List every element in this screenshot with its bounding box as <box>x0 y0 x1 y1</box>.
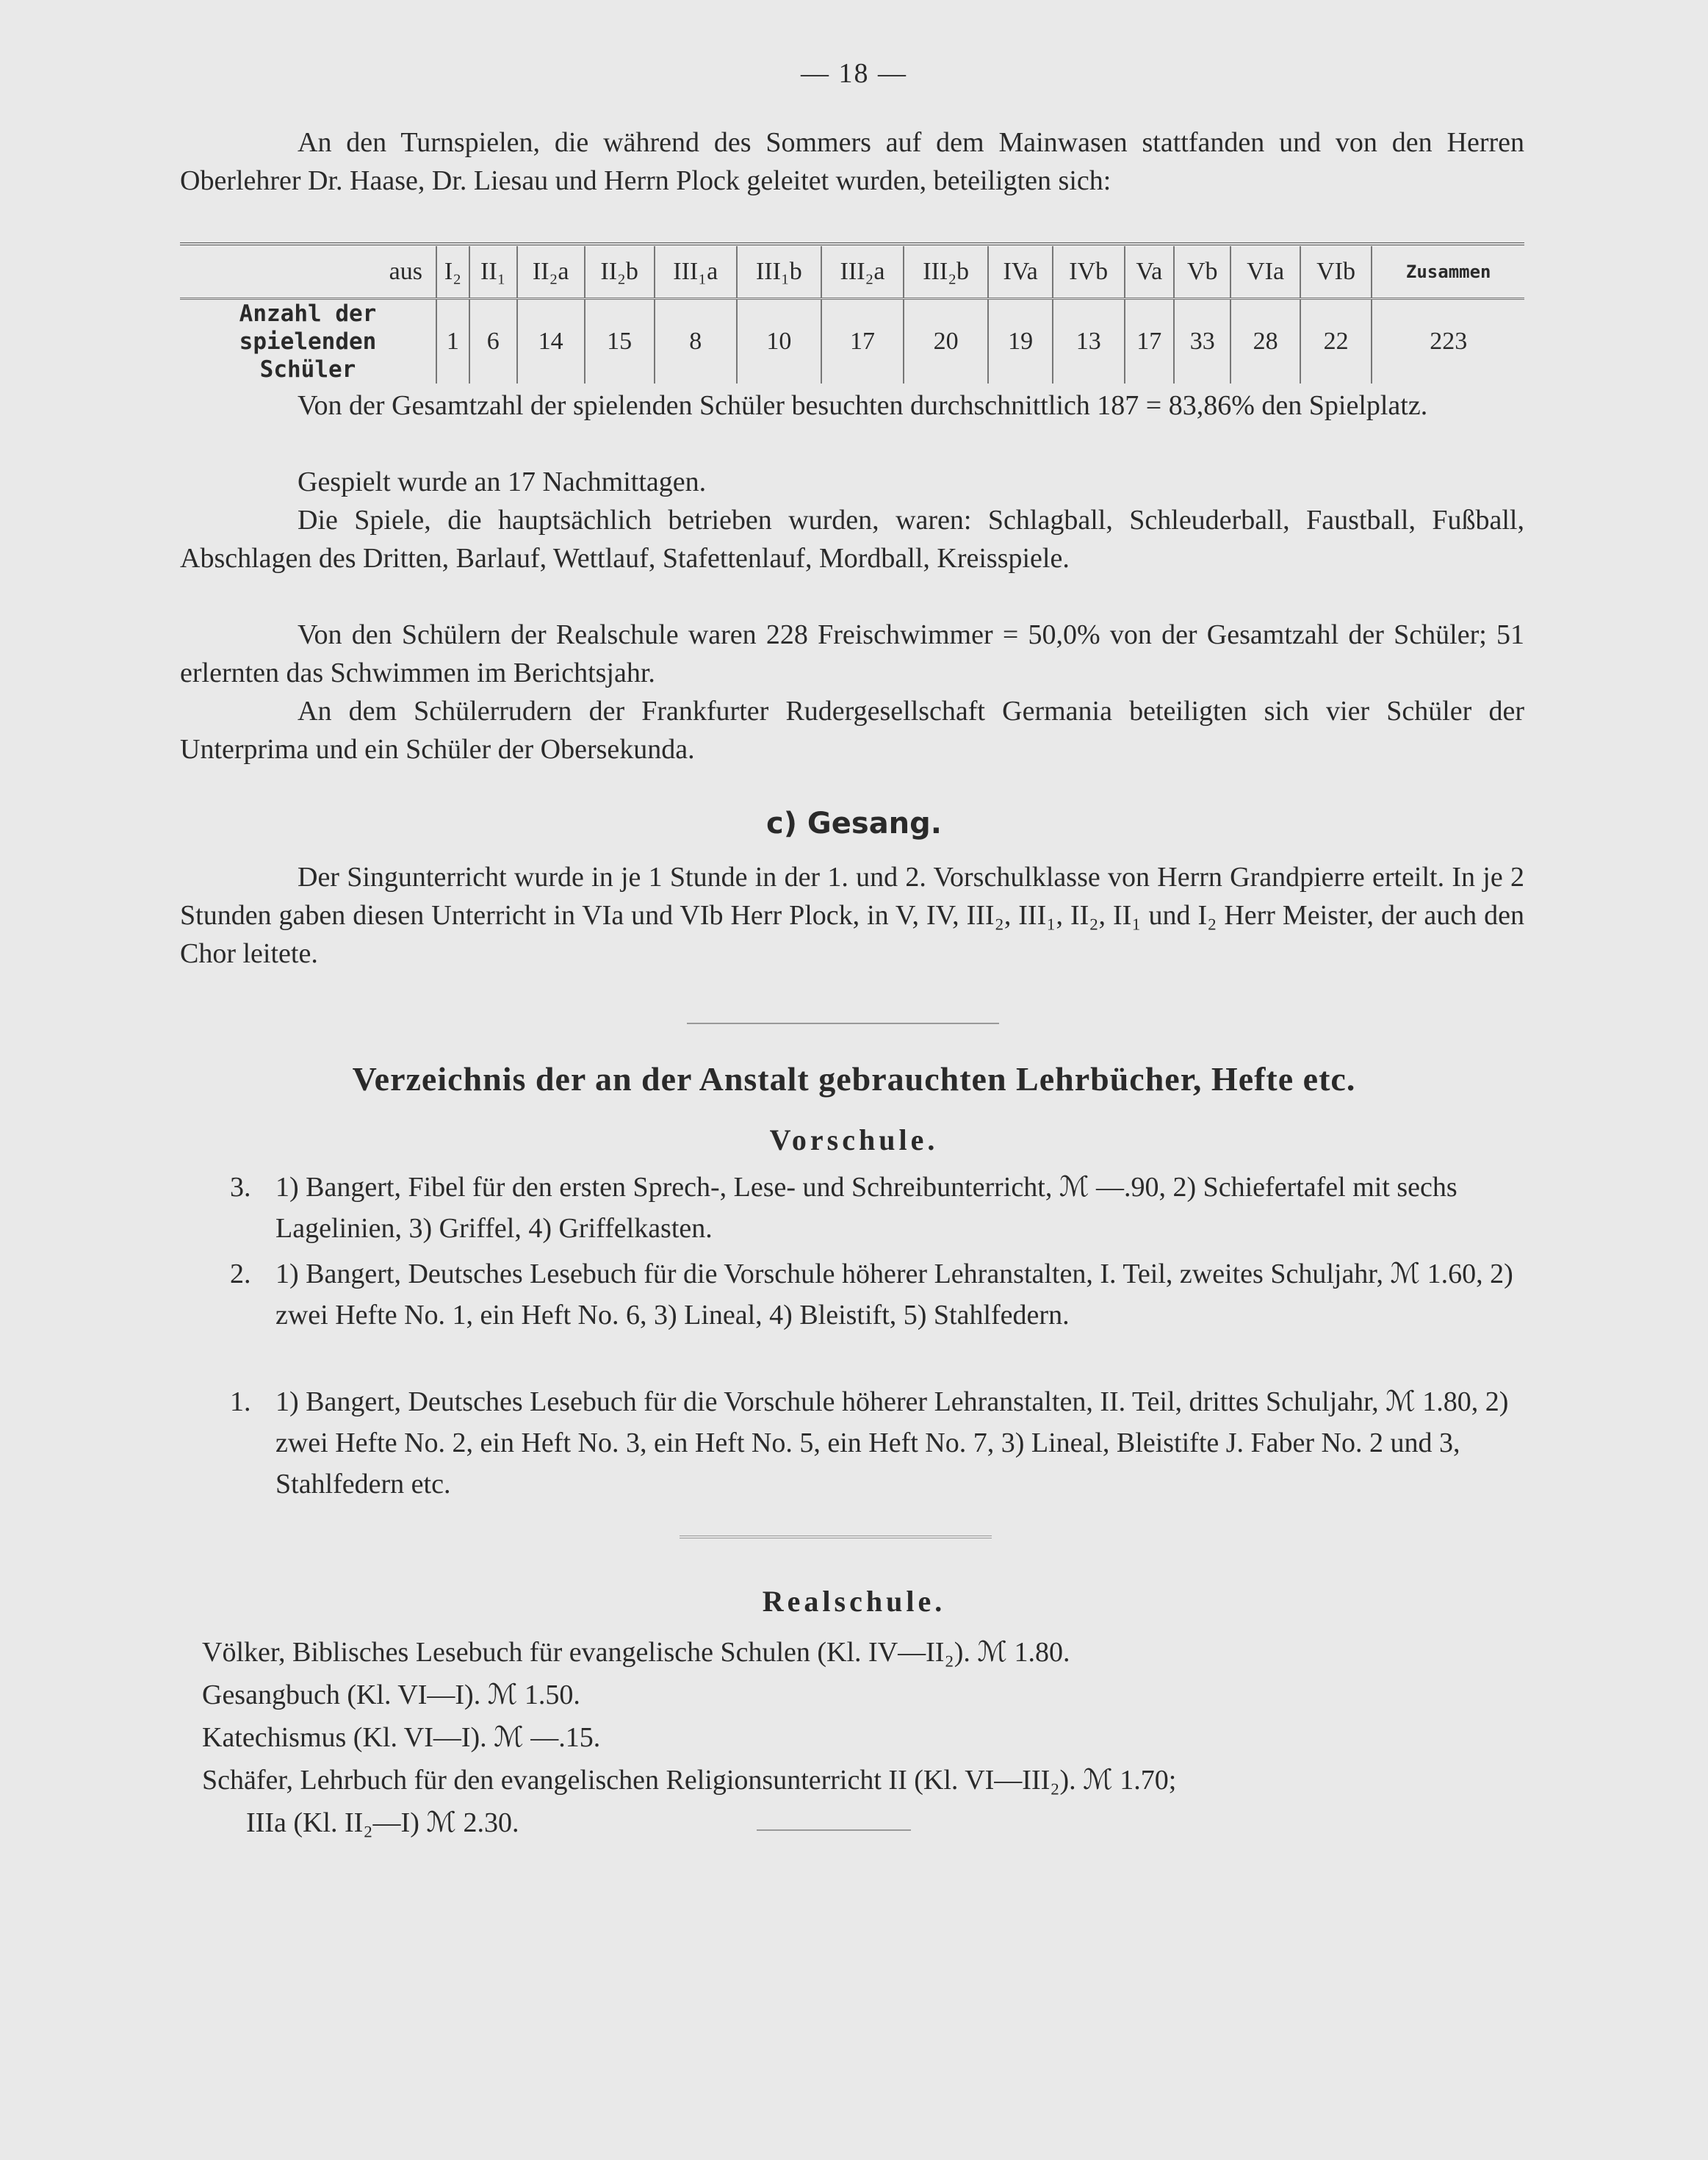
divider <box>687 1023 999 1024</box>
col-header: III₂b <box>904 246 988 299</box>
divider <box>757 1829 911 1831</box>
table-cell: 20 <box>904 299 988 384</box>
realschule-list <box>202 1631 1524 1844</box>
attendance-paragraph: Von der Gesamtzahl der spielenden Schüler besuchten durchschnittlich 187 = 83,86% den Spielplatz. <box>298 390 1428 421</box>
games-paragraph: Die Spiele, die hauptsächlich betrieben wurden, waren: Schlagball, Schleuderball, Faustball, Fußball, Abschlagen des Dritten, Barlauf, Wettlauf, Stafettenlauf, Mordball, Kreisspiele. <box>180 505 1524 574</box>
games-table <box>180 246 1524 384</box>
divider <box>680 1536 992 1538</box>
table-header-row <box>180 246 1524 299</box>
entry-number: 1. <box>230 1386 251 1417</box>
col-header: Vb <box>1174 246 1231 299</box>
realschule-line: Gesangbuch (Kl. VI—I). ℳ 1.50. <box>202 1680 580 1710</box>
table-cell: 33 <box>1174 299 1231 384</box>
table-cell: 13 <box>1053 299 1125 384</box>
col-header: IVa <box>988 246 1053 299</box>
table-cell: 6 <box>469 299 517 384</box>
col-header: Va <box>1125 246 1174 299</box>
swimming-paragraph: Von den Schülern der Realschule waren 228 Freischwimmer = 50,0% von der Gesamtzahl der Schüler; 51 erlernten das Schwimmen im Berichtsjahr. <box>180 619 1524 688</box>
vorschule-entry <box>180 1381 1524 1505</box>
intro-paragraph: An den Turnspielen, die während des Sommers auf dem Mainwasen stattfanden und von den Herren Oberlehrer Dr. Haase, Dr. Liesau und Herrn Plock geleitet wurden, beteiligten sich: <box>180 127 1524 196</box>
vorschule-entry <box>180 1253 1524 1336</box>
col-header: III₂a <box>821 246 904 299</box>
table-cell: 1 <box>436 299 469 384</box>
table-cell-total: 223 <box>1372 299 1524 384</box>
table-top-rule <box>180 242 1524 245</box>
gesang-paragraph: Der Singunterricht wurde in je 1 Stunde in der 1. und 2. Vorschulklasse von Herrn Grandpierre erteilt. In je 2 Stunden gaben diesen Unterricht in VIa und VIb Herr Plock, in V, IV, III₂, III₁, II₂, II₁ und I₂ Herr Meister, der auch den Chor leitete. <box>180 862 1524 969</box>
gesang-heading: c) Gesang. <box>766 807 942 840</box>
col-header: VIb <box>1300 246 1372 299</box>
col-header: III₁a <box>655 246 737 299</box>
col-header: II₁ <box>469 246 517 299</box>
table-cell: 17 <box>1125 299 1174 384</box>
entry-number: 2. <box>230 1259 251 1289</box>
rowing-paragraph: An dem Schülerrudern der Frankfurter Rudergesellschaft Germania beteiligten sich vier Schüler der Unterprima und ein Schüler der Obersekunda. <box>180 696 1524 765</box>
table-cell: 10 <box>737 299 821 384</box>
col-header: III₁b <box>737 246 821 299</box>
table-cell: 22 <box>1300 299 1372 384</box>
vorschule-heading: Vorschule. <box>769 1123 939 1156</box>
entry-text: 1) Bangert, Deutsches Lesebuch für die Vorschule höherer Lehranstalten, II. Teil, drittes Schuljahr, ℳ 1.80, 2) zwei Hefte No. 2, ein Heft No. 3, ein Heft No. 5, ein Heft No. 7, 3) Lineal, Bleistifte J. Faber No. 2 und 3, Stahlfedern etc. <box>275 1386 1509 1500</box>
realschule-line-cont: IIIa (Kl. II₂—I) ℳ 2.30. <box>246 1807 519 1838</box>
table-cell: 14 <box>517 299 585 384</box>
table-cell: 19 <box>988 299 1053 384</box>
entry-number: 3. <box>230 1172 251 1203</box>
col-header: IVb <box>1053 246 1125 299</box>
col-header: II₂b <box>585 246 655 299</box>
header-label: aus <box>180 246 436 299</box>
realschule-heading: Realschule. <box>762 1585 946 1618</box>
entry-text: 1) Bangert, Deutsches Lesebuch für die Vorschule höherer Lehranstalten, I. Teil, zweites Schuljahr, ℳ 1.60, 2) zwei Hefte No. 1, ein Heft No. 6, 3) Lineal, 4) Bleistift, 5) Stahlfedern. <box>275 1259 1513 1331</box>
col-header: I₂ <box>436 246 469 299</box>
table-cell: 15 <box>585 299 655 384</box>
table-cell: 17 <box>821 299 904 384</box>
page-number: — 18 — <box>801 58 907 89</box>
table-values-row <box>180 299 1524 384</box>
afternoons-paragraph: Gespielt wurde an 17 Nachmittagen. <box>298 467 707 497</box>
row-label-line2: Schüler <box>259 356 356 383</box>
entry-text: 1) Bangert, Fibel für den ersten Sprech-, Lese- und Schreibunterricht, ℳ —.90, 2) Schiefertafel mit sechs Lagelinien, 3) Griffel, 4) Griffelkasten. <box>275 1172 1457 1244</box>
col-header: II₂a <box>517 246 585 299</box>
realschule-line: Schäfer, Lehrbuch für den evangelischen Religionsunterricht II (Kl. VI—III₂). ℳ 1.70; <box>202 1765 1177 1796</box>
table-cell: 28 <box>1230 299 1300 384</box>
table-cell: 8 <box>655 299 737 384</box>
realschule-line: Katechismus (Kl. VI—I). ℳ —.15. <box>202 1722 601 1753</box>
row-label <box>180 299 436 384</box>
col-header: VIa <box>1230 246 1300 299</box>
realschule-line: Völker, Biblisches Lesebuch für evangelische Schulen (Kl. IV—II₂). ℳ 1.80. <box>202 1637 1070 1668</box>
row-label-line1: Anzahl der spielenden <box>239 300 377 355</box>
verzeichnis-title: Verzeichnis der an der Anstalt gebrauchten Lehrbücher, Hefte etc. <box>352 1060 1356 1098</box>
vorschule-entry <box>180 1167 1524 1249</box>
col-header-total: Zusammen <box>1372 246 1524 299</box>
